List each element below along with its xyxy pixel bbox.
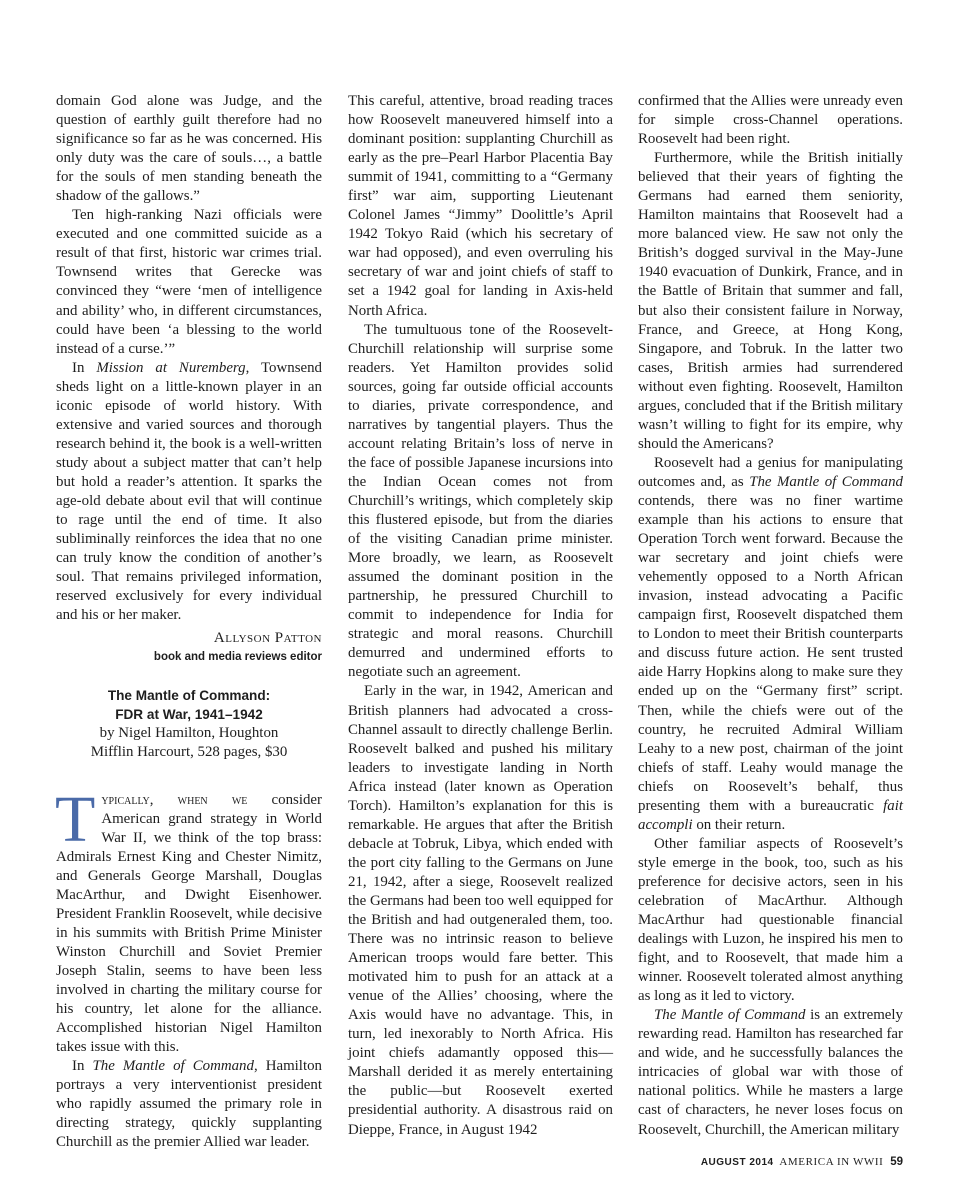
paragraph	[638, 1006, 903, 1139]
book-heading	[56, 686, 322, 762]
paragraph	[56, 359, 322, 626]
book-title-italic: The Mantle of Command	[749, 473, 903, 490]
reviewer-role: book and media reviews editor	[153, 651, 322, 664]
text-run: is an extremely rewarding read. Hamilton has researched far and wide, and he successfully balances the intricacies of global war with those of national politics. While he masters a large cast of characters, he never loses focus on Roosevelt, Churchill, the American military	[638, 1007, 903, 1138]
article-column-3	[638, 92, 903, 1140]
book-title-italic: Mission at Nuremberg	[96, 359, 246, 376]
text-run: , Townsend sheds light on a little-known player in an iconic episode of world history. With extensive and varied sources and thorough research behind it, the book is a well-written study about a subject matter that can’t help but hold a reader’s attention. It sparks the age-old debate about evil that will continue to rage until the end of time. It also subliminally reinforces the idea that no one can truly know the condition of another’s soul. That remains privileged information, reserved exclusively for every individual and his or her maker.	[56, 359, 322, 624]
text-run: on their return.	[692, 816, 786, 833]
reviewer-signature	[56, 629, 322, 667]
book-title-italic: The Mantle of Command	[654, 1007, 806, 1024]
book-title-line-2: FDR at War, 1941–1942	[115, 707, 263, 723]
text-run: In	[72, 1058, 93, 1075]
paragraph: Furthermore, while the British initially believed that their years of fighting the Germans had earned them seniority, Hamilton maintains that Roosevelt had a more balanced view. He saw not only the British’s dogged survival in the May-June 1940 evacuation of Dunkirk, France, and in the Battle of Britain that summer and fall, but also their consistent failure in Norway, France, and Greece, at Hong Kong, Singapore, and Tobruk. In the latter two cases, British armies had surrendered without even fighting. Roosevelt, Hamilton argues, concluded that if the British military wasn’t willing to fight for its empire, why should the Americans?	[638, 150, 903, 452]
text-run: , Hamilton portrays a very interventionist president who rapidly assumed the primary role in directing strategy, quickly supplanting Churchill as the premier Allied war leader.	[56, 1058, 322, 1151]
article-column-2	[348, 92, 613, 1140]
paragraph	[56, 1057, 322, 1152]
paragraph: The tumultuous tone of the Roosevelt-Churchill relationship will surprise some readers. Yet Hamilton provides solid sources, going far outside official accounts to diaries, private correspondence, and narratives by tangential players. Thus the account relating Britain’s loss of nerve in the face of possible Japanese incursions into the Indian Ocean comes not from Churchill’s writings, which completely skip this flustered episode, but from the diaries of the visiting Canadian prime minister. More broadly, we learn, as Roosevelt assumed the dominant position in the partnership, he pressured Churchill to commit to independence for India for strategic and moral reasons. Churchill demurred and undermined efforts to negotiate such an agreement.	[348, 321, 613, 681]
book-author: by Nigel Hamilton, Houghton	[99, 725, 279, 742]
text-run: consider American grand strategy in World War II, we think of the top brass: Admirals Ernest King and Chester Nimitz, and Generals George Marshall, Douglas MacArthur, and Dwight Eisenhower. President Franklin Roosevelt, while decisive in his summits with British Prime Minister Winston Churchill and Soviet Premier Joseph Stalin, seems to have been less involved in charting the military course for his country, let alone for the alliance. Accomplished historian Nigel Hamilton takes issue with this.	[56, 791, 322, 1056]
text-run: contends, there was no finer wartime example than his actions to ensure that Operation Torch went forward. Because the war secretary and joint chiefs were vehemently opposed to a North African invasion, instead advocating a Pacific campaign first, Roosevelt dispatched them to London to meet their British counterparts and discuss future action. He sent trusted aide Harry Hopkins along to make sure they ended up on the “Germany first” script. Then, while the chiefs were out of the country, he recruited Admiral William Leahy to a new post, chairman of the joint chiefs of staff. Leahy would manage the chiefs on Roosevelt’s behalf, thus presenting them with a bureaucratic	[638, 492, 903, 814]
paragraph: Ten high-ranking Nazi officials were executed and one committed suicide as a result of that first, historic war crimes trial. Townsend writes that Gerecke was convinced they “were ‘men of intelligence and ability’ who, in different circumstances, could have been ‘a blessing to the world instead of a curse.’”	[56, 207, 322, 357]
reviewer-name: Allyson Patton	[213, 630, 322, 647]
review-body	[55, 782, 322, 1153]
article-column-1	[56, 92, 322, 1152]
paragraph: Early in the war, in 1942, American and British planners had advocated a cross-Channel assault to directly challenge Berlin. Roosevelt balked and pushed his military leaders to investigate landing in North Africa instead (later known as Operation Torch). Hamilton’s explanation for this is remarkable. He argues that after the British debacle at Tobruk, Libya, which ended with the port city falling to the Germans on June 21, 1942, after a siege, Roosevelt realized the Germans had been too well equipped for the British and had outgeneraled them, too. There was no intrinsic reason to believe American troops would fare better. This motivated him to push for an attack at a venue of the Allies’ choosing, where the Axis would have no advantage. This, in turn, led inexorably to North Africa. His joint chiefs adamantly opposed this—Marshall derided it as merely entertaining the public—but Roosevelt exerted presidential authority. A disastrous raid on Dieppe, France, in August 1942	[348, 683, 613, 1138]
page-footer	[701, 1156, 903, 1168]
text-run: Roosevelt had a genius for manipulating outcomes and, as	[638, 454, 903, 490]
text-run: In	[72, 359, 97, 376]
italic-phrase: fait accompli	[638, 797, 903, 833]
page-number: 59	[890, 1156, 903, 1168]
drop-cap: T	[55, 782, 96, 856]
lead-smallcaps: ypically, when we	[101, 791, 248, 808]
magazine-name: AMERICA IN WWII	[779, 1156, 884, 1168]
paragraph: This careful, attentive, broad reading traces how Roosevelt maneuvered himself into a dominant position: supplanting Churchill as early as the pre–Pearl Harbor Placentia Bay summit of 1941, committing to a “Germany first” war aim, supporting Lieutenant Colonel James “Jimmy” Doolittle’s April 1942 Tokyo Raid (which his secretary of war had opposed), and even overruling his secretary of war and joint chiefs of staff to set a 1942 goal for landing in Axis-held North Africa.	[348, 93, 613, 319]
paragraph: Other familiar aspects of Roosevelt’s style emerge in the book, too, such as his preference for decisive actors, seen in his celebration of MacArthur. Although MacArthur had questionable financial dealings with Luzon, he inspired his men to fight, and to Roosevelt, that made him a winner. Roosevelt tolerated almost anything as long as it led to victory.	[638, 835, 903, 1005]
book-title-line-1: The Mantle of Command:	[107, 688, 271, 704]
book-publisher: Mifflin Harcourt, 528 pages, $30	[90, 744, 288, 761]
issue-date: AUGUST 2014	[700, 1157, 774, 1168]
paragraph: domain God alone was Judge, and the question of earthly guilt therefore had no significance so far as he was concerned. His only duty was the care of souls…, a battle for the souls of men standing beneath the shadow of the gallows.”	[56, 93, 322, 205]
paragraph	[638, 454, 903, 835]
paragraph: confirmed that the Allies were unready even for simple cross-Channel operations. Roosevelt had been right.	[638, 93, 903, 148]
book-title-italic: The Mantle of Command	[92, 1058, 254, 1075]
lead-paragraph	[55, 782, 322, 1058]
